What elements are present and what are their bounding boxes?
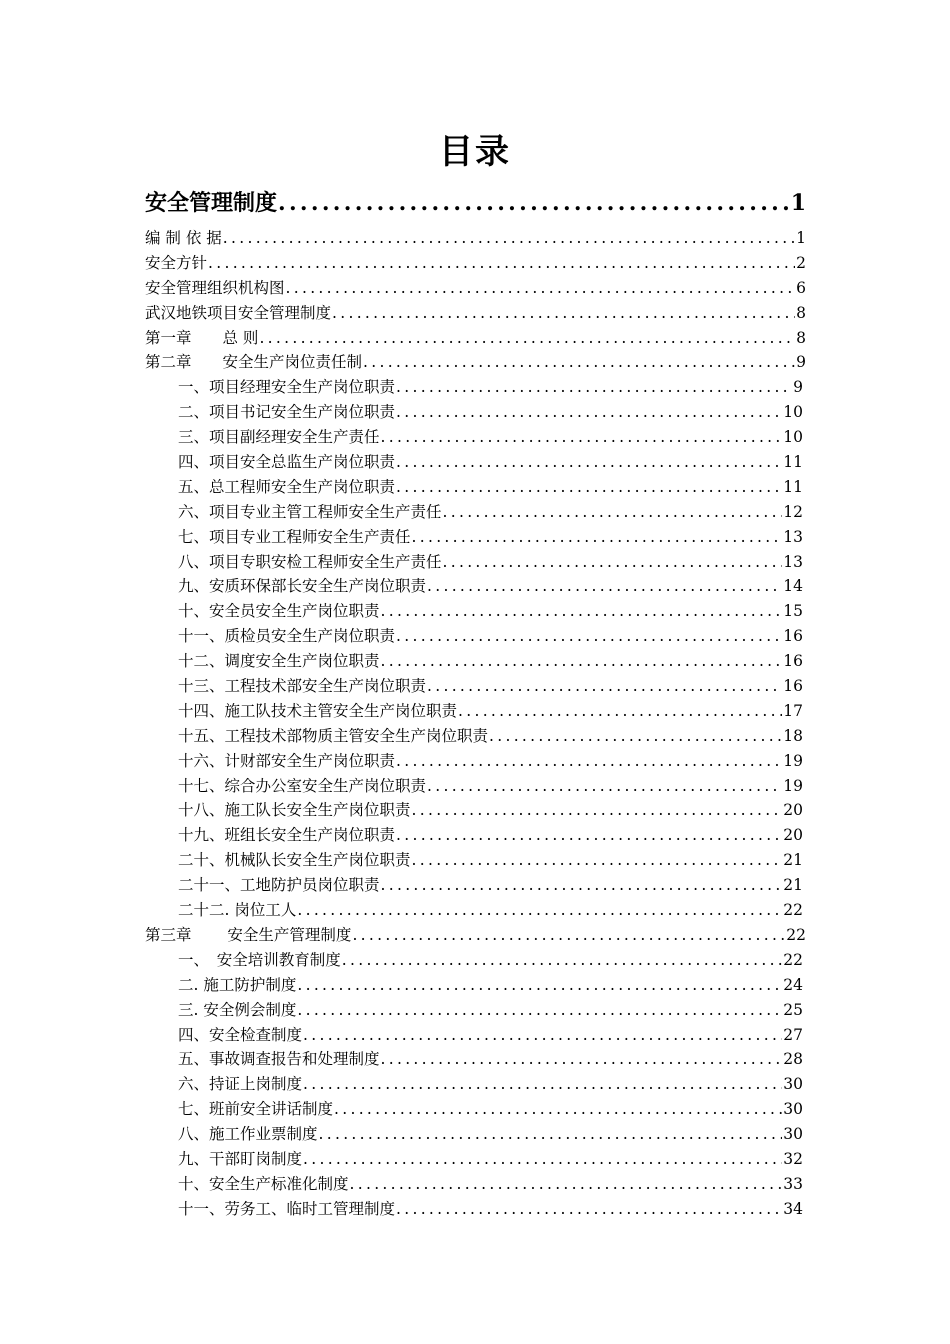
dot-leader [223, 229, 795, 247]
toc-entry[interactable] [145, 1097, 803, 1122]
toc-entry[interactable] [145, 823, 803, 848]
toc-entry[interactable] [145, 251, 806, 276]
toc-entry-label: 一、 安全培训教育制度 [178, 950, 341, 969]
dot-leader [363, 353, 795, 371]
dot-leader [381, 428, 783, 446]
toc-entry-label: 八、项目专职安检工程师安全生产责任 [178, 552, 442, 571]
toc-entry-page-number: 10 [783, 403, 803, 422]
toc-entry-page-number: 32 [783, 1149, 803, 1168]
dot-leader [297, 976, 782, 994]
dot-leader [427, 577, 782, 595]
toc-entry-page-number: 30 [783, 1125, 803, 1144]
dot-leader [332, 304, 795, 322]
dot-leader [352, 926, 785, 944]
dot-leader [396, 378, 792, 396]
toc-entry[interactable] [145, 724, 803, 749]
dot-leader [396, 478, 782, 496]
toc-entry[interactable] [145, 873, 803, 898]
toc-entry-page-number: 16 [783, 677, 803, 696]
dot-leader [396, 627, 782, 645]
toc-entry-page-number: 25 [783, 1000, 803, 1019]
dot-leader [303, 1075, 782, 1093]
toc-entry-label: 安全管理组织机构图 [145, 278, 285, 297]
toc-entry-page-number: 21 [783, 876, 803, 895]
toc-entry[interactable] [145, 450, 803, 475]
toc-entry-page-number: 20 [783, 801, 803, 820]
toc-entry-page-number: 9 [793, 378, 803, 397]
toc-entry[interactable] [145, 425, 803, 450]
dot-leader [319, 1125, 783, 1143]
toc-entry-label: 四、安全检查制度 [178, 1025, 303, 1044]
toc-entry-page-number: 6 [796, 278, 806, 297]
toc-entry-label: 六、持证上岗制度 [178, 1075, 303, 1094]
toc-entry-page-number: 30 [783, 1100, 803, 1119]
toc-entry-label: 八、施工作业票制度 [178, 1125, 318, 1144]
dot-leader [396, 752, 782, 770]
toc-entry[interactable] [145, 375, 803, 400]
toc-entry-label: 五、事故调查报告和处理制度 [178, 1050, 380, 1069]
toc-entry-label: 二、项目书记安全生产岗位职责 [178, 403, 396, 422]
dot-leader [208, 254, 795, 272]
toc-entry[interactable] [145, 774, 803, 799]
toc-entry-page-number: 15 [783, 602, 803, 621]
toc-entry-label: 七、项目专业工程师安全生产责任 [178, 527, 411, 546]
dot-leader [342, 951, 783, 969]
dot-leader [443, 553, 783, 571]
toc-entry[interactable] [145, 848, 803, 873]
toc-entry-page-number: 8 [796, 328, 806, 347]
toc-entry-page-number: 19 [783, 751, 803, 770]
dot-leader [396, 453, 782, 471]
dot-leader [427, 777, 782, 795]
toc-entry[interactable] [145, 226, 806, 251]
table-of-contents [145, 186, 806, 1222]
toc-entry[interactable] [145, 301, 806, 326]
toc-entry-label: 武汉地铁项目安全管理制度 [145, 303, 332, 322]
toc-entry-label: 十、安全员安全生产岗位职责 [178, 602, 380, 621]
toc-entry[interactable] [145, 475, 803, 500]
toc-entry[interactable] [145, 326, 806, 351]
toc-entry-page-number: 9 [796, 353, 806, 372]
toc-entry-label: 十九、班组长安全生产岗位职责 [178, 826, 396, 845]
toc-entry-label: 二. 施工防护制度 [178, 975, 297, 994]
toc-entry-page-number: 13 [783, 552, 803, 571]
toc-entry-label: 五、总工程师安全生产岗位职责 [178, 477, 396, 496]
toc-entry-label: 一、项目经理安全生产岗位职责 [178, 378, 396, 397]
toc-entry[interactable] [145, 1047, 803, 1072]
toc-entry-label: 二十、机械队长安全生产岗位职责 [178, 851, 411, 870]
toc-entry[interactable] [145, 649, 803, 674]
toc-entry-label: 十八、施工队长安全生产岗位职责 [178, 801, 411, 820]
dot-leader [259, 329, 795, 347]
toc-entry-label: 九、干部盯岗制度 [178, 1149, 303, 1168]
toc-entry[interactable] [145, 400, 803, 425]
dot-leader [381, 652, 783, 670]
dot-leader [489, 727, 782, 745]
toc-entry[interactable] [145, 500, 803, 525]
toc-entry-label: 十二、调度安全生产岗位职责 [178, 652, 380, 671]
dot-leader [412, 801, 783, 819]
toc-entry-page-number: 34 [783, 1199, 803, 1218]
toc-entry[interactable] [145, 674, 803, 699]
toc-entry[interactable] [145, 749, 803, 774]
toc-entry[interactable] [145, 1072, 803, 1097]
toc-entry[interactable] [145, 1122, 803, 1147]
toc-entry-label: 十七、综合办公室安全生产岗位职责 [178, 776, 427, 795]
toc-entry-label: 十、安全生产标准化制度 [178, 1174, 349, 1193]
toc-entry-label: 二十一、工地防护员岗位职责 [178, 876, 380, 895]
toc-entry[interactable] [145, 998, 803, 1023]
toc-entry[interactable] [145, 599, 803, 624]
toc-entry-label: 九、安质环保部长安全生产岗位职责 [178, 577, 427, 596]
toc-entry-label: 十一、劳务工、临时工管理制度 [178, 1199, 396, 1218]
toc-entry-page-number: 17 [783, 701, 803, 720]
toc-entry-page-number: 22 [783, 950, 803, 969]
dot-leader [443, 503, 783, 521]
toc-entry-label: 四、项目安全总监生产岗位职责 [178, 453, 396, 472]
toc-entry[interactable] [145, 798, 803, 823]
toc-entry-page-number: 33 [783, 1174, 803, 1193]
dot-leader [350, 1175, 783, 1193]
toc-entry-label: 安全方针 [145, 253, 208, 272]
toc-entry-page-number: 8 [796, 303, 806, 322]
dot-leader [278, 190, 790, 216]
dot-leader [381, 602, 783, 620]
toc-entry[interactable] [145, 350, 806, 375]
toc-entry-label: 三、项目副经理安全生产责任 [178, 428, 380, 447]
toc-entry[interactable] [145, 186, 806, 222]
toc-entry-label: 第二章 安全生产岗位责任制 [145, 353, 363, 372]
toc-entry-page-number: 22 [786, 925, 806, 944]
toc-entry-label: 六、项目专业主管工程师安全生产责任 [178, 502, 442, 521]
toc-entry-page-number: 16 [783, 627, 803, 646]
toc-entry-label: 七、班前安全讲话制度 [178, 1100, 334, 1119]
toc-entry[interactable] [145, 1147, 803, 1172]
toc-entry-page-number: 11 [783, 477, 803, 496]
toc-entry-label: 十三、工程技术部安全生产岗位职责 [178, 677, 427, 696]
dot-leader [381, 876, 783, 894]
dot-leader [297, 901, 782, 919]
dot-leader [303, 1026, 782, 1044]
toc-entry-label: 三. 安全例会制度 [178, 1000, 297, 1019]
toc-entry[interactable] [145, 973, 803, 998]
dot-leader [427, 677, 782, 695]
toc-entry[interactable] [145, 699, 803, 724]
toc-entry-page-number: 12 [783, 502, 803, 521]
toc-entry[interactable] [145, 948, 803, 973]
dot-leader [396, 403, 782, 421]
toc-entry[interactable] [145, 1172, 803, 1197]
toc-entry-label: 第三章 安全生产管理制度 [145, 925, 352, 944]
toc-entry-page-number: 13 [783, 527, 803, 546]
toc-entry-page-number: 10 [783, 428, 803, 447]
toc-entry-page-number: 19 [783, 776, 803, 795]
toc-entry-page-number: 18 [783, 726, 803, 745]
dot-leader [334, 1100, 782, 1118]
dot-leader [381, 1050, 783, 1068]
toc-entry-page-number: 28 [783, 1050, 803, 1069]
toc-entry-label: 十五、工程技术部物质主管安全生产岗位职责 [178, 726, 489, 745]
toc-entry[interactable] [145, 1023, 803, 1048]
dot-leader [412, 851, 783, 869]
toc-title: 目录 [439, 132, 511, 172]
toc-entry-page-number: 14 [783, 577, 803, 596]
toc-entry-page-number: 1 [796, 229, 806, 247]
dot-leader [303, 1150, 782, 1168]
dot-leader [458, 702, 782, 720]
toc-entry[interactable] [145, 574, 803, 599]
toc-entry-page-number: 1 [790, 190, 806, 216]
toc-entry[interactable] [145, 624, 803, 649]
toc-entry-label: 编 制 依 据 [145, 229, 222, 247]
toc-entry[interactable] [145, 898, 803, 923]
toc-entry-page-number: 21 [783, 851, 803, 870]
toc-entry-page-number: 22 [783, 901, 803, 920]
toc-entry-page-number: 11 [783, 453, 803, 472]
toc-entry[interactable] [145, 923, 806, 948]
toc-entry-label: 十四、施工队技术主管安全生产岗位职责 [178, 701, 458, 720]
toc-entry[interactable] [145, 525, 803, 550]
dot-leader [396, 826, 782, 844]
toc-entry-label: 十一、质检员安全生产岗位职责 [178, 627, 396, 646]
toc-entry-page-number: 20 [783, 826, 803, 845]
toc-entry-page-number: 24 [783, 975, 803, 994]
toc-entry-page-number: 27 [783, 1025, 803, 1044]
toc-entry[interactable] [145, 550, 803, 575]
toc-entry-page-number: 2 [796, 253, 806, 272]
dot-leader [286, 279, 796, 297]
toc-entry-label: 二十二. 岗位工人 [178, 901, 297, 920]
dot-leader [412, 528, 783, 546]
toc-entry[interactable] [145, 276, 806, 301]
toc-entry-label: 第一章 总 则 [145, 328, 259, 347]
toc-entry-label: 十六、计财部安全生产岗位职责 [178, 751, 396, 770]
toc-entry-label: 安全管理制度 [145, 191, 278, 216]
dot-leader [297, 1001, 782, 1019]
toc-entry-page-number: 30 [783, 1075, 803, 1094]
dot-leader [396, 1200, 782, 1218]
toc-entry-page-number: 16 [783, 652, 803, 671]
toc-entry[interactable] [145, 1197, 803, 1222]
